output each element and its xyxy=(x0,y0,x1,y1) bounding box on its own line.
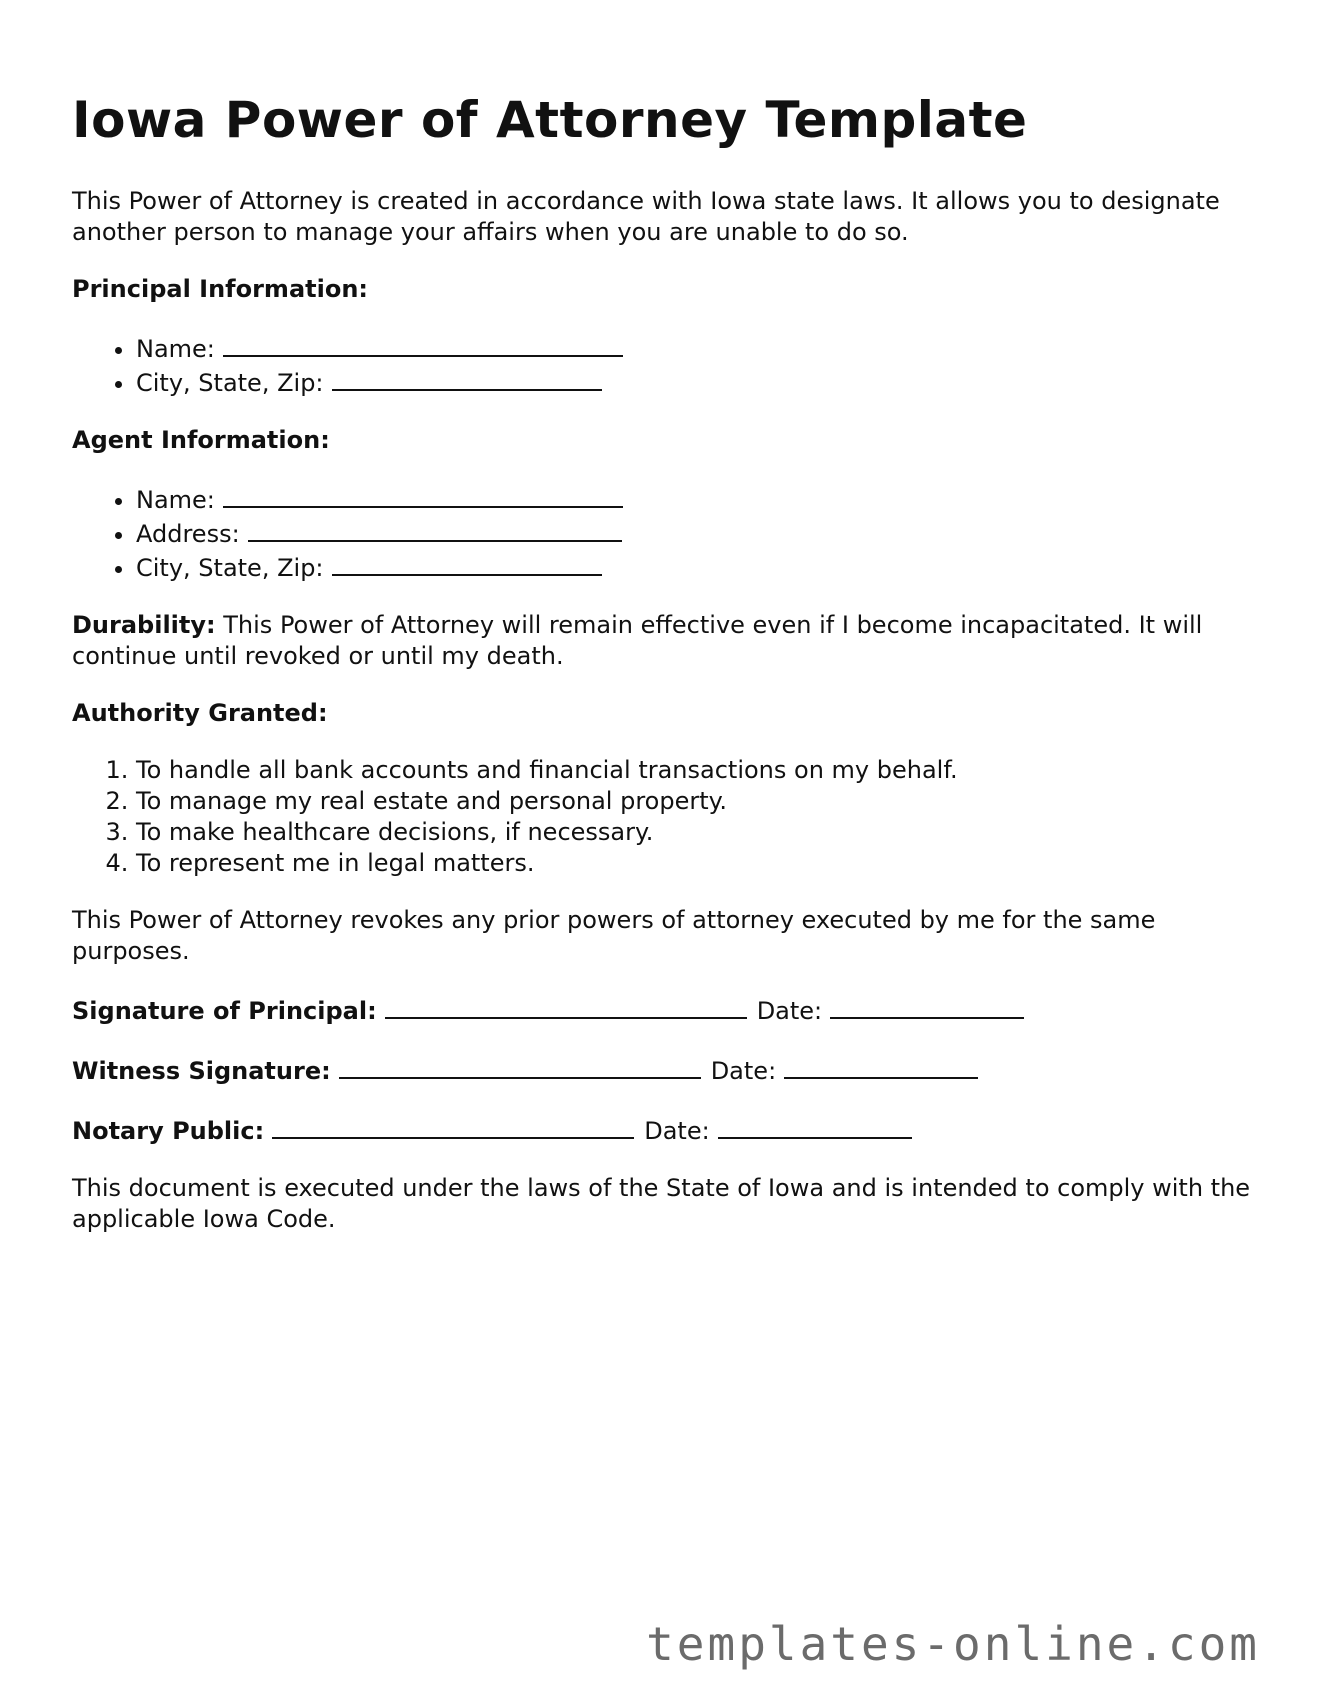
authority-heading: Authority Granted: xyxy=(72,699,328,727)
principal-signature-row xyxy=(72,993,1262,1027)
principal-name-item xyxy=(136,331,1262,365)
intro-paragraph: This Power of Attorney is created in accordance with Iowa state laws. It allows you to designate another person to manage your affairs when you are unable to do so. xyxy=(72,187,1220,246)
durability-text: This Power of Attorney will remain effective even if I become incapacitated. It will continue until revoked or until my death. xyxy=(72,611,1203,670)
agent-name-label: Name: xyxy=(136,486,215,514)
principal-date-label: Date: xyxy=(756,997,823,1025)
principal-city-blank[interactable] xyxy=(332,365,602,391)
witness-signature-row xyxy=(72,1053,1262,1087)
agent-city-label: City, State, Zip: xyxy=(136,554,324,582)
witness-signature-blank[interactable] xyxy=(339,1053,701,1079)
authority-item: 2. To manage my real estate and personal property. xyxy=(136,786,1262,817)
authority-list xyxy=(72,755,1262,879)
witness-date-blank[interactable] xyxy=(784,1053,978,1079)
document-page xyxy=(72,90,1262,1261)
revocation-paragraph: This Power of Attorney revokes any prior powers of attorney executed by me for the same purposes. xyxy=(72,906,1156,965)
agent-name-item xyxy=(136,482,1262,516)
authority-item: 3. To make healthcare decisions, if necessary. xyxy=(136,817,1262,848)
authority-item: 1. To handle all bank accounts and financial transactions on my behalf. xyxy=(136,755,1262,786)
agent-city-blank[interactable] xyxy=(332,550,602,576)
principal-city-label: City, State, Zip: xyxy=(136,369,324,397)
principal-signature-label: Signature of Principal: xyxy=(72,997,377,1025)
agent-name-blank[interactable] xyxy=(223,482,623,508)
witness-signature-label: Witness Signature: xyxy=(72,1057,331,1085)
agent-address-blank[interactable] xyxy=(248,516,622,542)
principal-name-blank[interactable] xyxy=(223,331,623,357)
closing-paragraph: This document is executed under the laws of the State of Iowa and is intended to comply with the applicable Iowa Code. xyxy=(72,1174,1251,1233)
principal-heading: Principal Information: xyxy=(72,275,369,303)
notary-date-label: Date: xyxy=(644,1117,710,1145)
notary-signature-blank[interactable] xyxy=(272,1113,634,1139)
durability-label: Durability: xyxy=(72,611,216,639)
agent-city-item xyxy=(136,550,1262,584)
principal-name-label: Name: xyxy=(136,335,215,363)
durability-paragraph xyxy=(72,610,1262,672)
principal-city-item xyxy=(136,365,1262,399)
authority-item: 4. To represent me in legal matters. xyxy=(136,848,1262,879)
agent-address-label: Address: xyxy=(136,520,240,548)
notary-date-blank[interactable] xyxy=(718,1113,912,1139)
agent-heading: Agent Information: xyxy=(72,426,330,454)
notary-signature-row xyxy=(72,1113,1262,1147)
watermark-text: templates-online.com xyxy=(646,1617,1260,1671)
principal-signature-blank[interactable] xyxy=(385,993,747,1019)
page-title: Iowa Power of Attorney Template xyxy=(72,91,1028,149)
witness-date-label: Date: xyxy=(710,1057,777,1085)
agent-address-item xyxy=(136,516,1262,550)
principal-date-blank[interactable] xyxy=(830,993,1024,1019)
principal-field-list xyxy=(72,331,1262,399)
notary-signature-label: Notary Public: xyxy=(72,1117,265,1145)
agent-field-list xyxy=(72,482,1262,584)
